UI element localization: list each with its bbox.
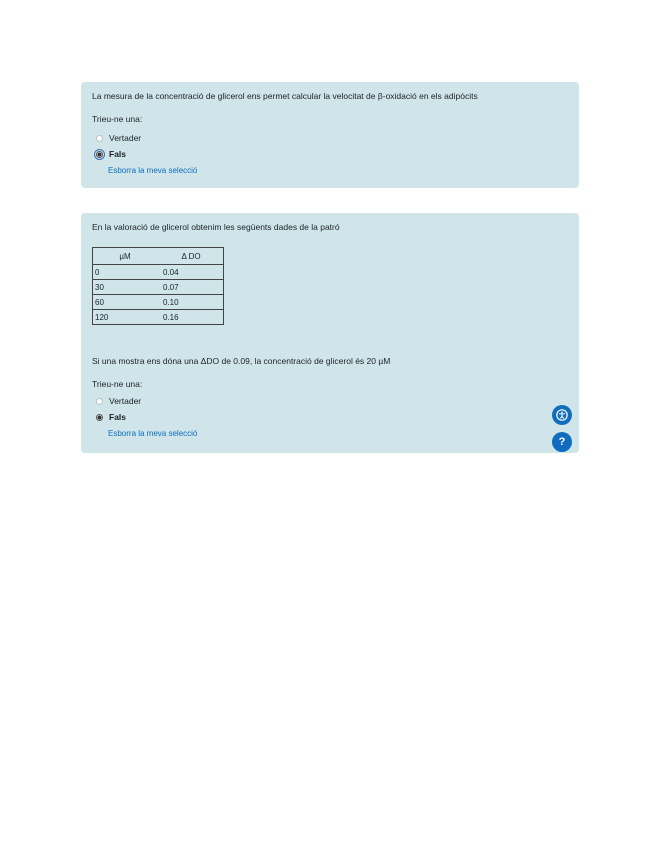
accessibility-icon (556, 409, 568, 421)
question-1-text: La mesura de la concentració de glicerol ens permet calcular la velocitat de β-oxidació en els adipòcits (92, 91, 478, 101)
help-icon: ? (558, 436, 566, 448)
table-cell: 0.16 (157, 310, 224, 325)
question-2-text: Si una mostra ens dóna una ΔDO de 0.09, la concentració de glicerol és 20 µM (92, 356, 391, 366)
question-card-2 (81, 213, 579, 453)
clear-selection-link[interactable]: Esborra la meva selecció (108, 429, 198, 438)
table-cell: 0.04 (157, 265, 224, 280)
table-cell: 0.10 (157, 295, 224, 310)
question-2-option-vertader[interactable] (96, 396, 141, 406)
radio-button-selected[interactable] (96, 414, 103, 421)
question-1-option-fals[interactable] (96, 149, 126, 159)
column-header-delta-do: Δ DO (157, 248, 224, 265)
table-cell: 0 (93, 265, 158, 280)
table-header-row (93, 248, 224, 265)
table-row (93, 265, 224, 280)
radio-button[interactable] (96, 135, 103, 142)
accessibility-button[interactable] (552, 405, 572, 425)
clear-selection-link[interactable]: Esborra la meva selecció (108, 166, 198, 175)
standard-curve-table (92, 247, 224, 325)
table-cell: 30 (93, 280, 158, 295)
table-cell: 120 (93, 310, 158, 325)
option-label: Fals (109, 149, 127, 159)
question-2-prompt: Trieu-ne una: (92, 379, 143, 389)
table-cell: 0.07 (157, 280, 224, 295)
radio-button-selected[interactable] (96, 151, 103, 158)
table-cell: 60 (93, 295, 158, 310)
help-button[interactable] (552, 432, 572, 452)
table-row (93, 310, 224, 325)
question-1-prompt: Trieu-ne una: (92, 114, 143, 124)
question-card-1 (81, 82, 579, 188)
option-label: Fals (109, 412, 127, 422)
question-1-option-vertader[interactable] (96, 133, 141, 143)
column-header-um: µM (93, 248, 158, 265)
question-2-option-fals[interactable] (96, 412, 126, 422)
radio-button[interactable] (96, 398, 103, 405)
table-row (93, 295, 224, 310)
question-2-intro: En la valoració de glicerol obtenim les següents dades de la patró (92, 222, 340, 232)
table-row (93, 280, 224, 295)
option-label: Vertader (109, 396, 142, 406)
option-label: Vertader (109, 133, 142, 143)
